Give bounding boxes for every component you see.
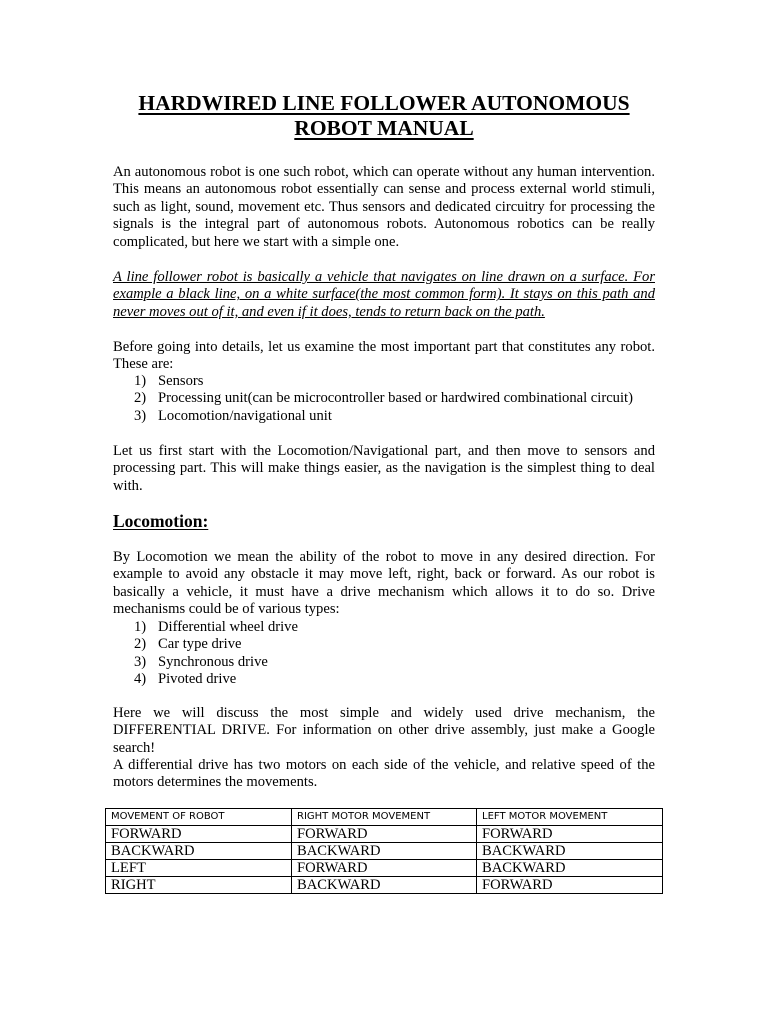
section-heading-locomotion: Locomotion: (113, 511, 209, 531)
table-cell: LEFT (106, 860, 292, 877)
table-cell: BACKWARD (106, 843, 292, 860)
table-cell: FORWARD (106, 826, 292, 843)
document-title (110, 91, 658, 141)
table-row (106, 826, 663, 843)
navigation-paragraph: Let us first start with the Locomotion/Navigational part, and then move to sensors and processing part. This will make things easier, as the navigation is the simplest thing to deal with. (113, 443, 655, 494)
definition-paragraph: A line follower robot is basically a vehicle that navigates on line drawn on a surface. For example a black line, on a white surface(the most common form). It stays on this path and never moves out of it, and even if it does, tends to return back on the path. (113, 269, 655, 320)
table-header-cell: MOVEMENT OF ROBOT (106, 809, 292, 826)
parts-intro-paragraph: Before going into details, let us examine the most important part that constitutes any robot. These are: (113, 339, 655, 373)
table-row (106, 843, 663, 860)
table-cell: BACKWARD (477, 843, 663, 860)
list-item: 2) Processing unit(can be microcontroller based or hardwired combinational circuit) (134, 390, 633, 407)
list-item: 2) Car type drive (134, 636, 242, 653)
list-item: 1) Differential wheel drive (134, 619, 298, 635)
table-cell: RIGHT (106, 877, 292, 894)
table-row (106, 877, 663, 894)
table-cell: BACKWARD (477, 860, 663, 877)
table-cell: FORWARD (292, 860, 477, 877)
list-item: 4) Pivoted drive (134, 671, 237, 688)
table-header-cell: LEFT MOTOR MOVEMENT (477, 809, 663, 826)
table-cell: BACKWARD (292, 877, 477, 894)
title-line-2: ROBOT MANUAL (294, 116, 474, 140)
table-header-row (106, 809, 663, 826)
table-cell: FORWARD (477, 877, 663, 894)
table-row (106, 860, 663, 877)
motor-movement-table (105, 808, 663, 894)
list-item: 1) Sensors (134, 373, 204, 389)
table-cell: FORWARD (477, 826, 663, 843)
intro-paragraph: An autonomous robot is one such robot, which can operate without any human intervention. This means an autonomous robot essentially can sense and process external world stimuli, such as light, sound, movement etc. Thus sensors and dedicated circuitry for processing the signals is the integral part of autonomous robots. Autonomous robotics can be really complicated, but here we start with a simple one. (113, 164, 655, 250)
table-header-cell: RIGHT MOTOR MOVEMENT (292, 809, 477, 826)
title-line-1: HARDWIRED LINE FOLLOWER AUTONOMOUS (138, 91, 630, 115)
table-cell: BACKWARD (292, 843, 477, 860)
list-item: 3) Locomotion/navigational unit (134, 407, 332, 424)
table-cell: FORWARD (292, 826, 477, 843)
parts-list (134, 373, 633, 425)
drive-types-list (134, 619, 298, 689)
differential-drive-paragraph: Here we will discuss the most simple and widely used drive mechanism, the DIFFERENTIAL DRIVE. For information on other drive assembly, just make a Google search! (113, 705, 655, 756)
list-item: 3) Synchronous drive (134, 653, 268, 670)
locomotion-paragraph: By Locomotion we mean the ability of the robot to move in any desired direction. For example to avoid any obstacle it may move left, right, back or forward. As our robot is basically a vehicle, it must have a drive mechanism which allows it to do so. Drive mechanisms could be of various types: (113, 549, 655, 618)
differential-drive-description: A differential drive has two motors on each side of the vehicle, and relative speed of the motors determines the movements. (113, 757, 655, 791)
